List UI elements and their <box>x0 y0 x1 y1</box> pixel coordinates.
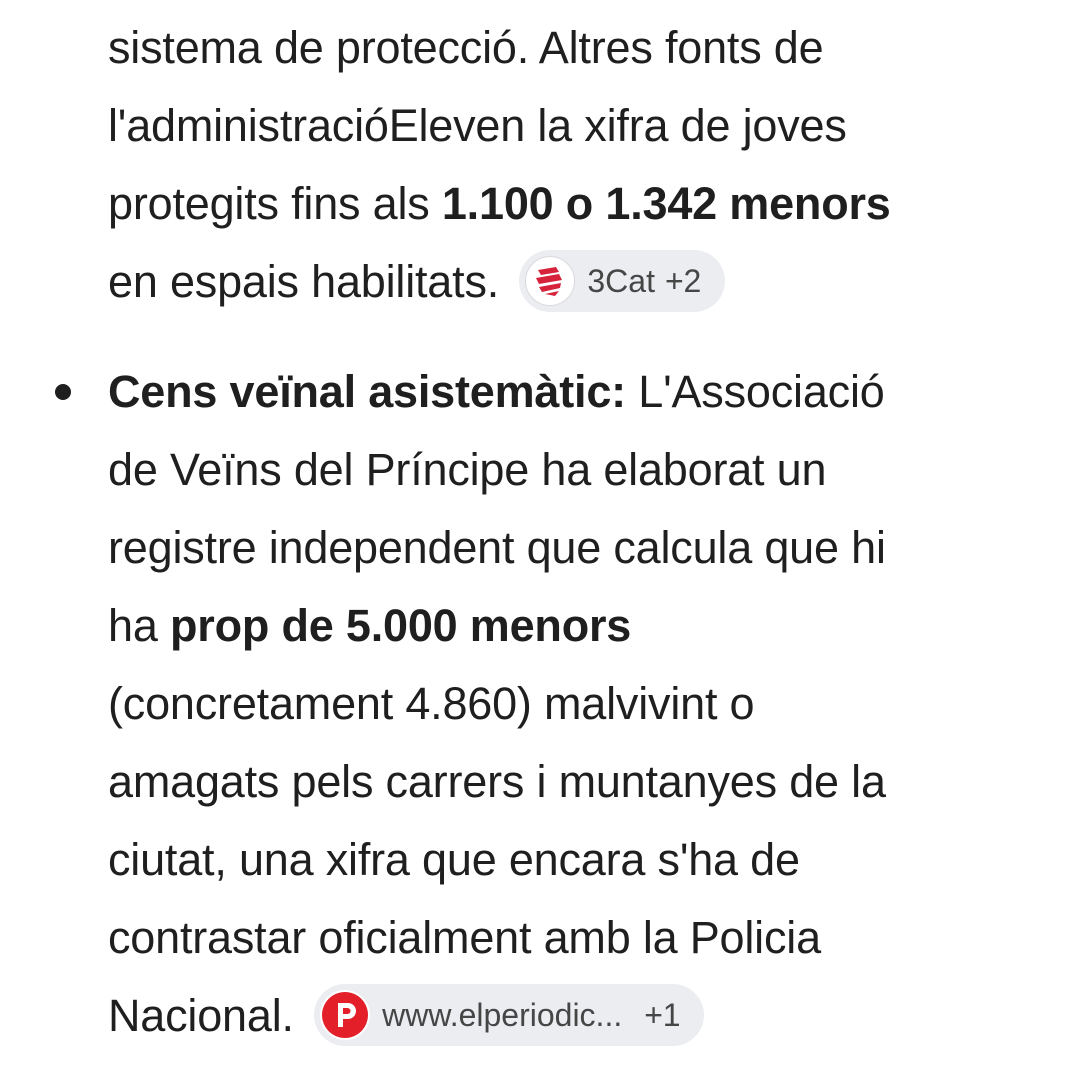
highlight-text: prop de 5.000 menors <box>169 600 632 651</box>
paragraph-text: (concretament 4.860) malvivint o <box>108 678 755 729</box>
text-line <box>108 509 886 587</box>
paragraph-text: registre independent que calcula que hi <box>108 522 886 573</box>
text-line <box>108 899 821 977</box>
text-line <box>108 9 823 87</box>
highlight-text: 1.100 o 1.342 menors <box>441 178 891 229</box>
paragraph-text: L'Associació <box>625 366 885 417</box>
paragraph-text: Nacional. <box>108 990 294 1041</box>
text-line <box>108 665 754 743</box>
bullet-icon <box>55 384 71 400</box>
text-line <box>108 743 886 821</box>
text-line <box>108 243 725 321</box>
text-line <box>108 821 800 899</box>
source-chip-elperiodic[interactable] <box>314 984 704 1046</box>
paragraph-text: en espais habilitats. <box>108 256 500 307</box>
paragraph-text: protegits fins als <box>108 178 442 229</box>
source-chip-3cat[interactable] <box>519 250 725 312</box>
text-line <box>108 587 631 665</box>
source-chip-count: +2 <box>664 263 702 300</box>
paragraph-text: l'administracióEleven la xifra de joves <box>108 100 847 151</box>
paragraph-text: ha <box>108 600 170 651</box>
text-line <box>108 87 847 165</box>
source-chip-label: 3Cat <box>587 263 655 300</box>
text-line <box>108 353 885 431</box>
source-chip-label: www.elperiodic... <box>382 997 623 1034</box>
paragraph-text: amagats pels carrers i muntanyes de la <box>108 756 886 807</box>
text-line <box>108 977 704 1055</box>
paragraph-text: de Veïns del Príncipe ha elaborat un <box>108 444 827 495</box>
3cat-logo-icon <box>525 256 575 306</box>
text-line <box>108 431 826 509</box>
elperiodic-logo-icon <box>320 990 370 1040</box>
source-chip-count: +1 <box>644 997 681 1034</box>
paragraph-text: ciutat, una xifra que encara s'ha de <box>108 834 800 885</box>
text-line <box>108 165 891 243</box>
bullet-heading: Cens veïnal asistemàtic: <box>108 366 626 417</box>
paragraph-text: contrastar oficialment amb la Policia <box>108 912 821 963</box>
paragraph-text: sistema de protecció. Altres fonts de <box>108 22 824 73</box>
